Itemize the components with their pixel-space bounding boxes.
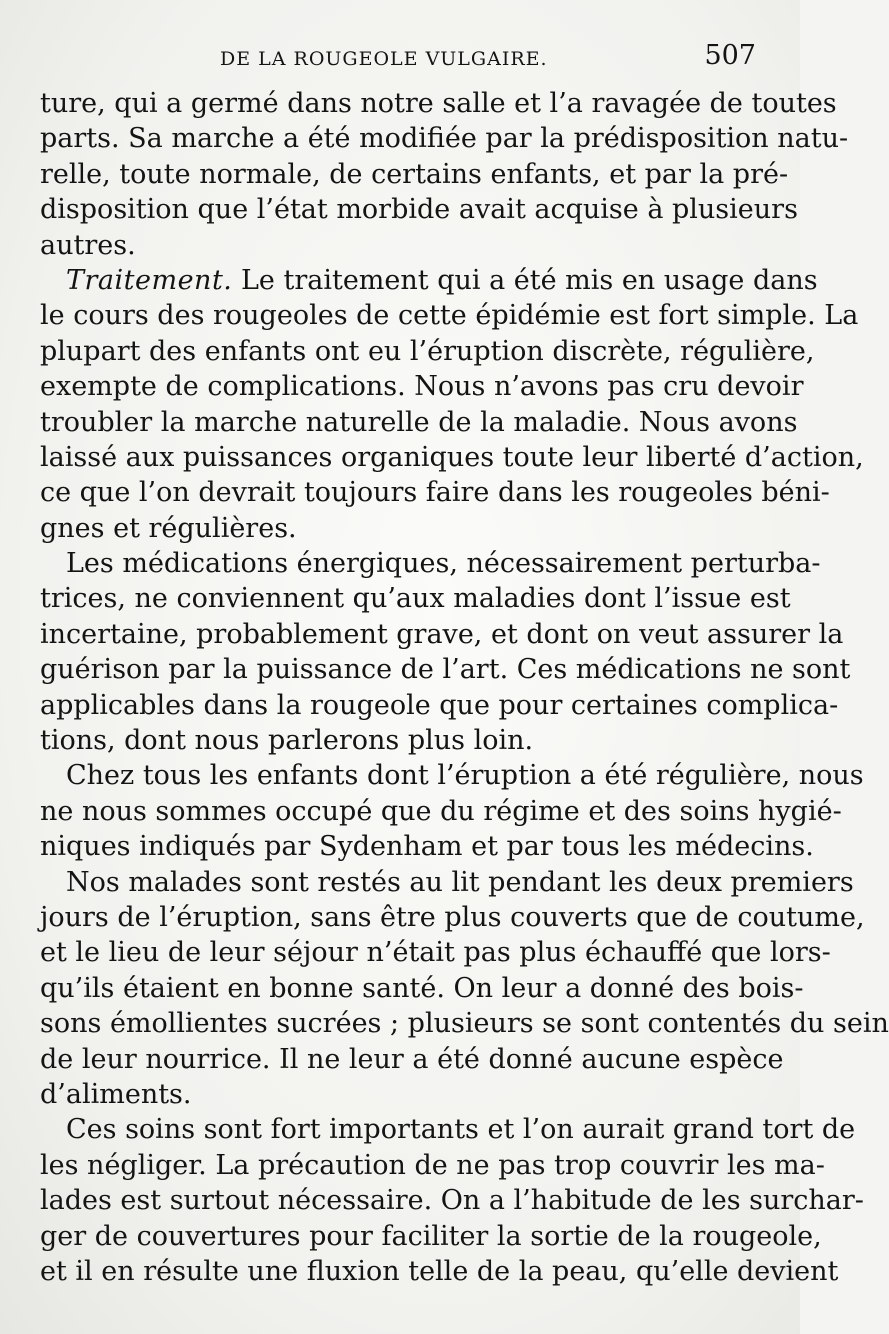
body-text: [40, 86, 889, 1289]
text-line: guérison par la puissance de l’art. Ces médications ne sont: [40, 654, 851, 686]
text-line: plupart des enfants ont eu l’éruption discrète, régulière,: [40, 335, 815, 367]
page-number: 507: [704, 40, 756, 71]
text-line: de leur nourrice. Il ne leur a été donné aucune espèce: [40, 1043, 784, 1075]
paragraph-start-line: [40, 263, 818, 298]
text-line: et il en résulte une fluxion telle de la peau, qu’elle devient: [40, 1255, 839, 1287]
text-line: troubler la marche naturelle de la maladie. Nous avons: [40, 406, 798, 438]
text-line: parts. Sa marche a été modifiée par la prédisposition natu-: [40, 123, 849, 155]
text-line: exempte de complications. Nous n’avons pas cru devoir: [40, 371, 804, 403]
text-line: le cours des rougeoles de cette épidémie est fort simple. La: [40, 300, 859, 332]
text-line: ne nous sommes occupé que du régime et des soins hygié-: [40, 795, 842, 827]
text-line: d’aliments.: [40, 1078, 192, 1110]
text-line: gnes et régulières.: [40, 512, 297, 544]
text-line: ce que l’on devrait toujours faire dans les rougeoles béni-: [40, 477, 830, 509]
page-header: [40, 40, 760, 80]
paragraph-start-line: Nos malades sont restés au lit pendant les deux premiers: [66, 866, 854, 898]
text-line: autres.: [40, 229, 136, 261]
text-line: relle, toute normale, de certains enfants, et par la pré-: [40, 158, 789, 190]
italic-heading: Traitement.: [66, 264, 233, 296]
text-line: jours de l’éruption, sans être plus couverts que de coutume,: [40, 901, 865, 933]
text-line: laissé aux puissances organiques toute leur liberté d’action,: [40, 441, 864, 473]
running-head: DE LA ROUGEOLE VULGAIRE.: [220, 48, 548, 70]
paragraph-start-line: Chez tous les enfants dont l’éruption a été régulière, nous: [66, 760, 864, 792]
text-line: sons émollientes sucrées ; plusieurs se sont contentés du sein: [40, 1008, 889, 1040]
text-line: lades est surtout nécessaire. On a l’habitude de les surchar-: [40, 1185, 864, 1217]
text-line: qu’ils étaient en bonne santé. On leur a donné des bois-: [40, 972, 804, 1004]
paragraph-start-line: Ces soins sont fort importants et l’on aurait grand tort de: [66, 1114, 856, 1146]
text-line: et le lieu de leur séjour n’était pas plus échauffé que lors-: [40, 937, 831, 969]
text-line: ture, qui a germé dans notre salle et l’a ravagée de toutes: [40, 88, 837, 119]
text-line: les négliger. La précaution de ne pas trop couvrir les ma-: [40, 1149, 825, 1181]
text-line-fragment: Le traitement qui a été mis en usage dans: [240, 264, 818, 296]
text-line: trices, ne conviennent qu’aux maladies dont l’issue est: [40, 583, 791, 615]
paragraph-start-line: Les médications énergiques, nécessairement perturba-: [66, 548, 821, 580]
text-line: tions, dont nous parlerons plus loin.: [40, 725, 534, 757]
text-line: incertaine, probablement grave, et dont on veut assurer la: [40, 618, 844, 650]
text-line: disposition que l’état morbide avait acquise à plusieurs: [40, 194, 798, 226]
text-line: applicables dans la rougeole que pour certaines complica-: [40, 689, 839, 721]
text-line: niques indiqués par Sydenham et par tous les médecins.: [40, 831, 814, 863]
text-line: ger de couvertures pour faciliter la sortie de la rougeole,: [40, 1220, 822, 1252]
